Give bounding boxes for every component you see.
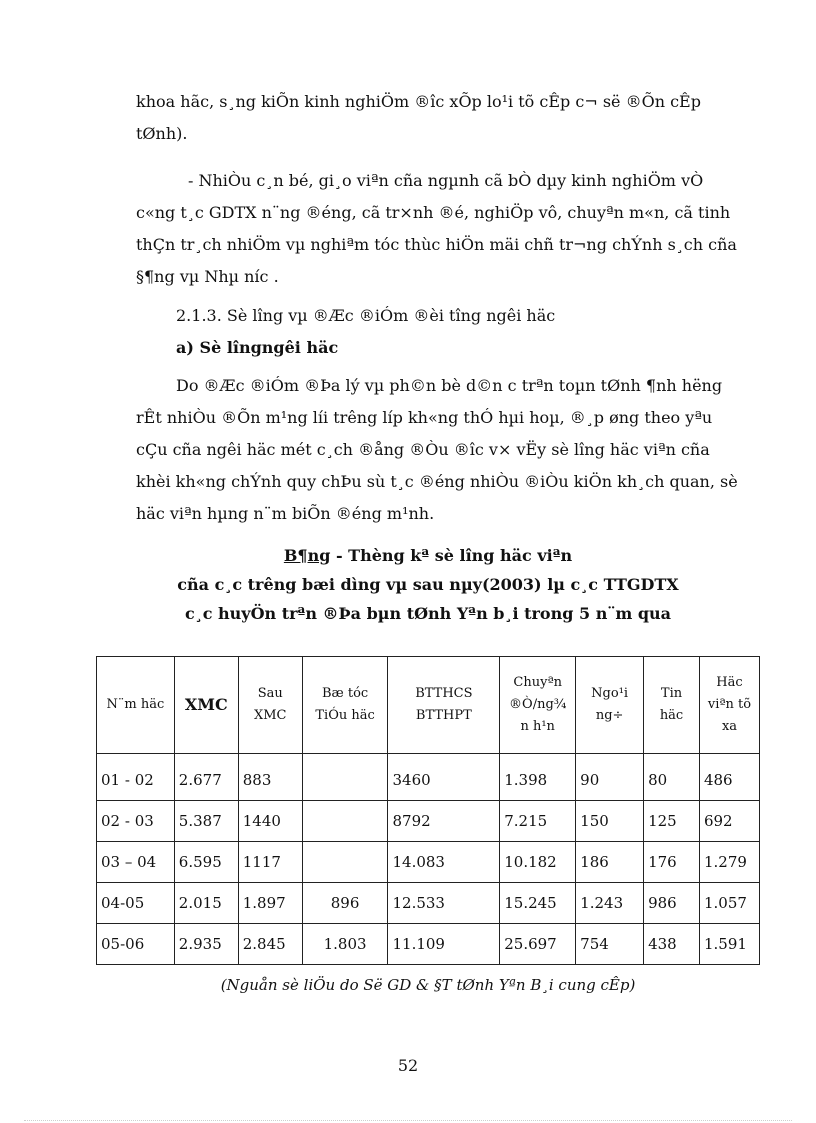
table-cell: 1.591 [699,924,759,965]
column-header [500,657,576,754]
column-header-line: Tin [660,686,683,701]
caption-line-3: c¸c huyÖn trªn ®Þa bµn tØnh Yªn b¸i trong 5 n¨m qua [184,604,672,623]
table-cell: 25.697 [500,924,576,965]
column-header [238,657,302,754]
table-cell: 14.083 [388,842,500,883]
text-line: khèi kh«ng chÝnh quy chÞu sù t¸c ®éng nhiÒu ®iÒu kiÖn kh¸ch quan, sè [136,472,738,491]
page-number: 52 [397,1056,419,1075]
table-cell: 6.595 [174,842,238,883]
text-line: khoa hãc, s¸ng kiÕn kinh nghiÖm ®îc xÕp lo¹i tõ cÊp c¬ së ®Õn cÊp [136,92,701,111]
table-cell: 2.845 [238,924,302,965]
column-header-line: Ngo¹i [591,686,629,701]
text-line: c«ng t¸c GDTX n¨ng ®éng, cã tr×nh ®é, nghiÖp vô, chuyªn m«n, cã tinh [136,203,731,222]
table-cell: 10.182 [500,842,576,883]
column-header-line: BTTHPT [415,708,472,723]
text-line: häc viªn hµng n¨m biÕn ®éng m¹nh. [136,504,435,523]
table-cell: 03 – 04 [97,842,175,883]
paragraph-1 [136,86,720,150]
table-cell: 986 [644,883,700,924]
table-cell: 125 [644,801,700,842]
table-cell: 5.387 [174,801,238,842]
column-header-line: Bæ tóc [321,686,369,701]
table-row [97,924,760,965]
section-heading: 2.1.3. Sè lîng vµ ®Æc ®iÓm ®èi tîng ngêi häc [176,306,556,325]
table-cell: 883 [238,754,302,801]
table-header-row [97,657,760,754]
table-cell: 8792 [388,801,500,842]
table-caption [96,541,760,628]
table-cell: 150 [576,801,644,842]
column-header-line: TiÓu häc [315,708,375,723]
table-row [97,883,760,924]
table-cell: 02 - 03 [97,801,175,842]
page-bottom-rule [24,1120,792,1121]
table-cell: 11.109 [388,924,500,965]
column-header-line: BTTHCS [415,686,473,701]
column-header-line: n h¹n [520,719,555,734]
column-header-line: häc [659,708,684,723]
column-header-line: xa [721,719,738,734]
source-note: (Nguån sè liÖu do Së GD & §T tØnh Yªn B¸i cung cÊp) [220,976,636,994]
column-header-line: Häc [716,675,743,690]
table-cell: 05-06 [97,924,175,965]
table-cell: 12.533 [388,883,500,924]
column-header [699,657,759,754]
table-cell: 1.243 [576,883,644,924]
paragraph-3 [136,370,738,530]
table-cell: 3460 [388,754,500,801]
text-line: thÇn tr¸ch nhiÖm vµ nghiªm tóc thùc hiÖn mäi chñ tr¬ng chÝnh s¸ch cña [136,235,737,254]
column-header-line: XMC [253,708,287,723]
table-cell: 1440 [238,801,302,842]
column-header-line: viªn tõ [707,697,752,712]
table-cell: 2.015 [174,883,238,924]
table-cell [302,842,388,883]
table-cell: 896 [302,883,388,924]
caption-title: - Thèng kª sè lîng häc viªn [330,546,573,565]
table-cell: 04-05 [97,883,175,924]
text-line: tØnh). [136,124,188,143]
statistics-table [96,656,760,965]
table-cell: 15.245 [500,883,576,924]
table-cell: 1.897 [238,883,302,924]
column-header [174,657,238,754]
table-cell: 186 [576,842,644,883]
table-cell: 1.803 [302,924,388,965]
text-line: Do ®Æc ®iÓm ®Þa lý vµ ph©n bè d©n c trªn toµn tØnh ¶nh hëng [176,376,723,395]
caption-line-2: cña c¸c trêng bæi dìng vµ sau nµy(2003) lµ c¸c TTGDTX [177,575,679,594]
table-cell: 692 [699,801,759,842]
caption-line-1 [96,541,760,570]
table-cell: 1.057 [699,883,759,924]
table-cell: 01 - 02 [97,754,175,801]
column-header-line: N¨m häc [106,697,165,712]
table-cell [302,801,388,842]
column-header [302,657,388,754]
column-header [576,657,644,754]
table-cell: 176 [644,842,700,883]
table-row [97,842,760,883]
table-cell: 2.677 [174,754,238,801]
text-line: - NhiÒu c¸n bé, gi¸o viªn cña ngµnh cã bÒ dµy kinh nghiÖm vÒ [188,171,704,190]
table-cell: 1.279 [699,842,759,883]
text-line: cÇu cña ngêi häc mét c¸ch ®ång ®Òu ®îc v× vËy sè lîng häc viªn cña [136,440,710,459]
table-body [97,754,760,965]
table-cell: 1.398 [500,754,576,801]
table-cell: 7.215 [500,801,576,842]
column-header [97,657,175,754]
subsection-heading: a) Sè lîngngêi häc [176,338,339,357]
column-header [644,657,700,754]
table-cell: 754 [576,924,644,965]
column-header-line: ng÷ [595,708,624,723]
text-line: §¶ng vµ Nhµ níc . [136,267,279,286]
table-cell: 90 [576,754,644,801]
column-header-line: ®Ò/ng¾ [509,697,567,712]
table-cell: 1117 [238,842,302,883]
table-row [97,801,760,842]
table-row [97,754,760,801]
paragraph-2 [136,165,737,293]
table-cell: 80 [644,754,700,801]
table-cell: 438 [644,924,700,965]
caption-label: B¶ng [283,546,331,565]
table-cell: 486 [699,754,759,801]
column-header-line: Chuyªn [513,675,562,690]
table-cell [302,754,388,801]
column-header-line: XMC [184,695,228,714]
table-cell: 2.935 [174,924,238,965]
column-header-line: Sau [257,686,283,701]
text-line: rÊt nhiÒu ®Õn m¹ng líi trêng líp kh«ng thÓ hµi hoµ, ®¸p øng theo yªu [136,408,713,427]
column-header [388,657,500,754]
